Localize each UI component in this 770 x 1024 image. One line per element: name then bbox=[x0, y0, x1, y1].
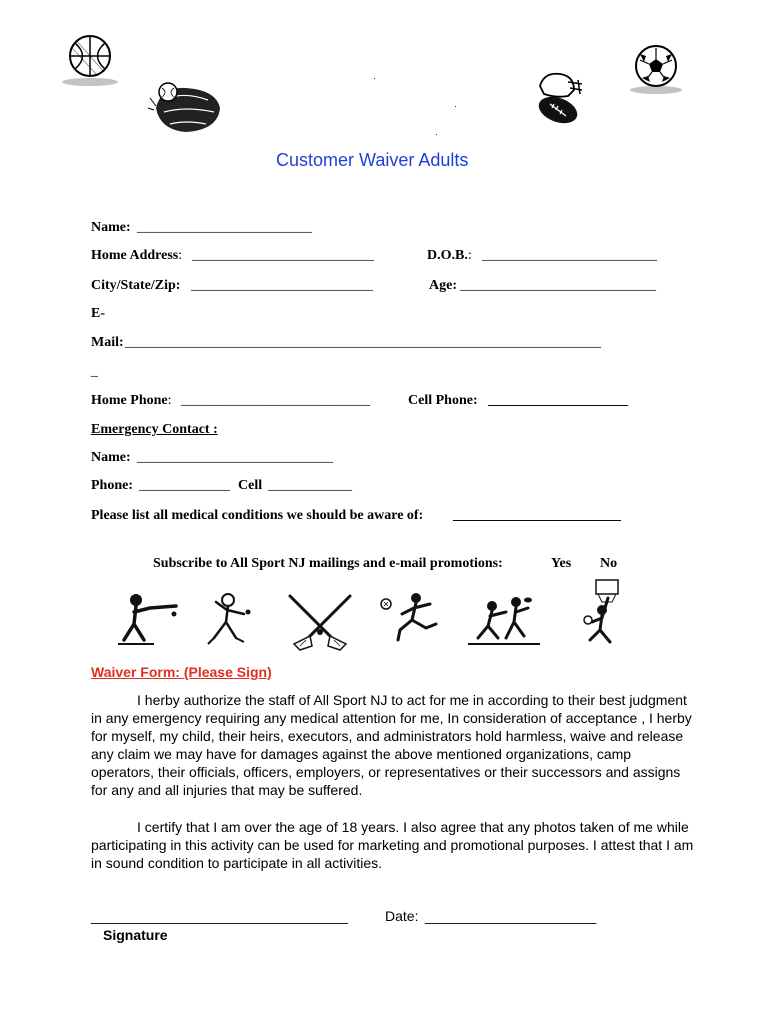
cell-phone-label: Cell Phone: bbox=[408, 393, 478, 408]
subscribe-label: Subscribe to All Sport NJ mailings and e-mail promotions: bbox=[153, 556, 503, 571]
baseball-glove-icon bbox=[146, 78, 226, 138]
emergency-cell-field[interactable]: ____________ bbox=[268, 478, 352, 493]
home-address-field[interactable]: __________________________ bbox=[192, 248, 374, 263]
emergency-phone-label: Phone: bbox=[91, 478, 133, 493]
soccer-player-icon bbox=[376, 590, 446, 650]
emergency-cell-label: Cell bbox=[238, 478, 263, 493]
email-label-line2: Mail: bbox=[91, 335, 124, 350]
emergency-name-label: Name: bbox=[91, 450, 131, 465]
signature-label: Signature bbox=[103, 927, 168, 943]
medical-conditions-field[interactable]: ________________________ bbox=[453, 508, 621, 523]
city-state-zip-label: City/State/Zip: bbox=[91, 278, 181, 293]
home-phone-field[interactable]: ___________________________ bbox=[181, 393, 370, 408]
email-label-line1: E- bbox=[91, 306, 105, 321]
home-address-label: Home Address bbox=[91, 248, 179, 263]
emergency-phone-field[interactable]: _____________ bbox=[139, 478, 230, 493]
football-players-icon bbox=[466, 590, 546, 650]
home-address-colon: : bbox=[178, 248, 183, 263]
waiver-form-header: Waiver Form: (Please Sign) bbox=[91, 664, 272, 680]
subscribe-yes-option[interactable]: Yes bbox=[551, 556, 572, 571]
soccer-ball-icon bbox=[622, 42, 682, 102]
waiver-paragraph-2: I certify that I am over the age of 18 years. I also agree that any photos taken of me while participating in this activity can be used for marketing and promotional purposes. I attest that I am in sound condition to participate in all activities. bbox=[91, 819, 694, 871]
email-field[interactable]: ____________________________________________________________________ bbox=[125, 335, 601, 350]
name-field[interactable]: _________________________ bbox=[137, 220, 312, 235]
emergency-contact-header: Emergency Contact : bbox=[91, 422, 218, 437]
email-field-tail: _ bbox=[91, 364, 98, 379]
dob-colon: : bbox=[467, 248, 472, 263]
name-label: Name: bbox=[91, 220, 131, 235]
football-helmet-icon bbox=[528, 68, 588, 128]
basketball-icon bbox=[60, 32, 120, 92]
subscribe-no-option[interactable]: No bbox=[600, 556, 618, 571]
emergency-name-field[interactable]: ____________________________ bbox=[137, 450, 333, 465]
softball-pitcher-icon bbox=[200, 590, 260, 650]
basketball-player-icon bbox=[568, 580, 628, 650]
cell-phone-field[interactable]: ____________________ bbox=[488, 393, 628, 408]
waiver-paragraph-1: I herby authorize the staff of All Sport NJ to act for me in according to their best judgment in any emergency requiring any medical attention for me, In consideration of acceptance , I herby for myself, my child, their heirs, executors, and administrators hold harmless, waive and release any claim we may have for damages against the above mentioned organizations, camp operators, their officials, officers, employers, or representatives or their successors and assigns for any and all injuries that may be suffered. bbox=[91, 692, 692, 798]
home-phone-label: Home Phone bbox=[91, 393, 168, 408]
page-title: Customer Waiver Adults bbox=[276, 150, 469, 170]
age-field[interactable]: ____________________________ bbox=[460, 278, 656, 293]
dob-field[interactable]: _________________________ bbox=[482, 248, 657, 263]
date-label: Date: bbox=[385, 908, 419, 924]
dob-label: D.O.B. bbox=[427, 248, 468, 263]
lacrosse-sticks-icon bbox=[280, 592, 360, 652]
baseball-batter-icon bbox=[114, 590, 184, 650]
medical-conditions-label: Please list all medical conditions we should be aware of: bbox=[91, 508, 424, 523]
home-phone-colon: : bbox=[167, 393, 172, 408]
age-label: Age: bbox=[429, 278, 457, 293]
date-field[interactable]: ______________________ bbox=[425, 908, 597, 924]
city-state-zip-field[interactable]: __________________________ bbox=[191, 278, 373, 293]
signature-field[interactable]: _________________________________ bbox=[91, 908, 348, 924]
